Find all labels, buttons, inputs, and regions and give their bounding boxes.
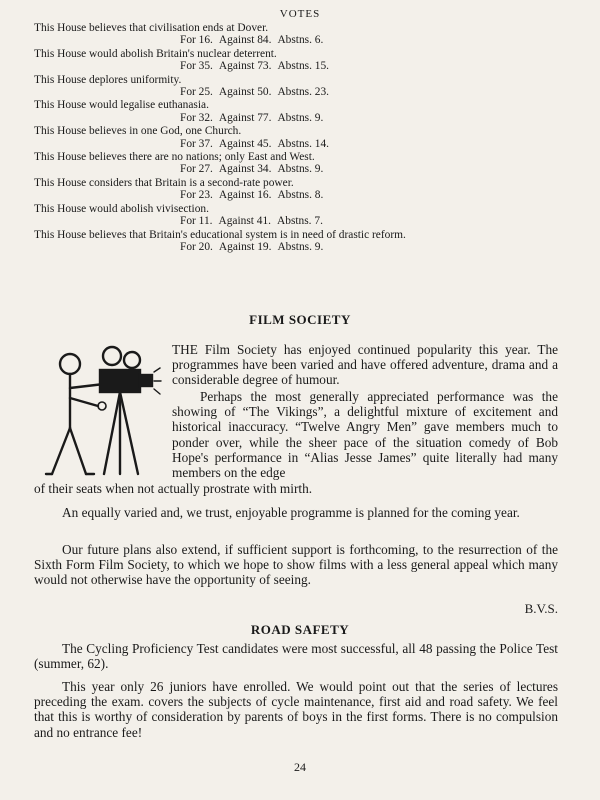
road-safety-paragraph-2-text: This year only 26 juniors have enrolled. We would point out that the series of lectures preceding the exam. covers the subjects of cycle maintenance, first aid and road safety. We feel that this is worthy of consideration by parents of boys in the first forms. There is no compulsion and no entrance fee! <box>34 679 558 740</box>
tally-against: Against 84. <box>218 34 272 47</box>
tally-against: Against 34. <box>218 163 272 176</box>
vote-motion-1 <box>34 22 574 47</box>
film-society-paragraph-4-text: Our future plans also extend, if sufficient support is forthcoming, to the resurrection of the Sixth Form Film Society, to which we hope to show films with a less general appeal which many would not otherwise have the opportunity of seeing. <box>34 542 558 588</box>
road-safety-paragraph-1-text: The Cycling Proficiency Test candidates were most successful, all 48 passing the Police Test (summer, 62). <box>34 641 558 672</box>
motion-tally <box>34 60 574 72</box>
motion-tally <box>34 215 574 227</box>
tally-abstentions: Abstns. 7. <box>277 215 323 228</box>
motion-tally <box>34 34 574 46</box>
motion-tally <box>34 241 574 253</box>
motion-text: This House deplores uniformity. <box>34 73 182 86</box>
tally-against: Against 73. <box>218 60 272 73</box>
vote-motion-8 <box>34 203 574 228</box>
tally-against: Against 50. <box>218 86 272 99</box>
tally-against: Against 19. <box>218 240 272 253</box>
vote-motion-6 <box>34 151 574 176</box>
motion-text: This House believes in one God, one Church. <box>34 125 242 138</box>
film-society-heading: FILM SOCIETY <box>249 312 351 327</box>
film-society-paragraph-2-continued: of their seats when not actually prostrate with mirth. <box>34 481 313 496</box>
motion-tally <box>34 138 574 150</box>
tally-for: For 35. <box>180 60 213 73</box>
tally-abstentions: Abstns. 9. <box>277 163 324 176</box>
tally-abstentions: Abstns. 8. <box>277 189 324 202</box>
vote-motion-9 <box>34 229 574 254</box>
motion-text: This House believes that civilisation ends at Dover. <box>34 22 269 34</box>
tally-for: For 11. <box>180 215 213 228</box>
vote-motion-2 <box>34 48 574 73</box>
motion-text: This House believes there are no nations; only East and West. <box>34 151 315 164</box>
motion-text: This House would abolish Britain's nuclear deterrent. <box>34 47 277 60</box>
road-safety-heading: ROAD SAFETY <box>250 622 350 637</box>
tally-against: Against 16. <box>218 189 272 202</box>
motion-text: This House believes that Britain's educational system is in need of drastic reform. <box>34 228 406 241</box>
votes-list <box>34 22 574 254</box>
motion-text: This House would legalise euthanasia. <box>34 99 209 112</box>
tally-for: For 16. <box>180 34 213 47</box>
tally-against: Against 41. <box>218 215 272 228</box>
tally-abstentions: Abstns. 23. <box>277 86 330 99</box>
tally-abstentions: Abstns. 6. <box>277 34 324 47</box>
tally-abstentions: Abstns. 14. <box>277 137 330 150</box>
tally-abstentions: Abstns. 9. <box>277 111 324 124</box>
motion-tally <box>34 189 574 201</box>
motion-tally <box>34 86 574 98</box>
tally-against: Against 45. <box>218 137 272 150</box>
motion-text: This House would abolish vivisection. <box>34 202 209 215</box>
page-number: 24 <box>294 760 306 774</box>
film-society-paragraph-2 <box>172 389 558 480</box>
film-society-paragraph-3 <box>34 505 558 520</box>
motion-text: This House considers that Britain is a second-rate power. <box>34 176 294 189</box>
film-society-paragraph-3-text: An equally varied and, we trust, enjoyable programme is planned for the coming year. <box>62 505 520 520</box>
tally-abstentions: Abstns. 15. <box>277 60 330 73</box>
vote-motion-4 <box>34 99 574 124</box>
film-society-signature: B.V.S. <box>524 601 558 616</box>
vote-motion-5 <box>34 125 574 150</box>
film-society-paragraph-2-text: Perhaps the most generally appreciated performance was the showing of “The Vikings”, a delightful mixture of excitement and historical inaccuracy. “Twelve Angry Men” gave members much to ponder over, while the sheer pace of the situation comedy of Bob Hope's performance in “Alias Jesse James” quite literally had many members on the edge <box>172 389 558 481</box>
film-society-paragraph-4 <box>34 542 558 588</box>
film-society-paragraph-1: THE Film Society has enjoyed continued popularity this year. The programmes have been varied and have offered adventure, drama and a considerable degree of humour. <box>172 342 558 388</box>
tally-for: For 25. <box>180 86 213 99</box>
stick-figure-film-camera-icon <box>42 342 162 482</box>
road-safety-paragraph-1 <box>34 641 558 671</box>
votes-heading: VOTES <box>279 8 321 20</box>
tally-abstentions: Abstns. 9. <box>277 240 324 253</box>
motion-tally <box>34 112 574 124</box>
tally-for: For 32. <box>180 111 213 124</box>
tally-for: For 37. <box>180 137 213 150</box>
tally-for: For 27. <box>180 163 213 176</box>
tally-for: For 20. <box>180 240 213 253</box>
tally-for: For 23. <box>180 189 213 202</box>
vote-motion-3 <box>34 74 574 99</box>
motion-tally <box>34 163 574 175</box>
road-safety-paragraph-2 <box>34 679 558 740</box>
vote-motion-7 <box>34 177 574 202</box>
tally-against: Against 77. <box>218 111 272 124</box>
